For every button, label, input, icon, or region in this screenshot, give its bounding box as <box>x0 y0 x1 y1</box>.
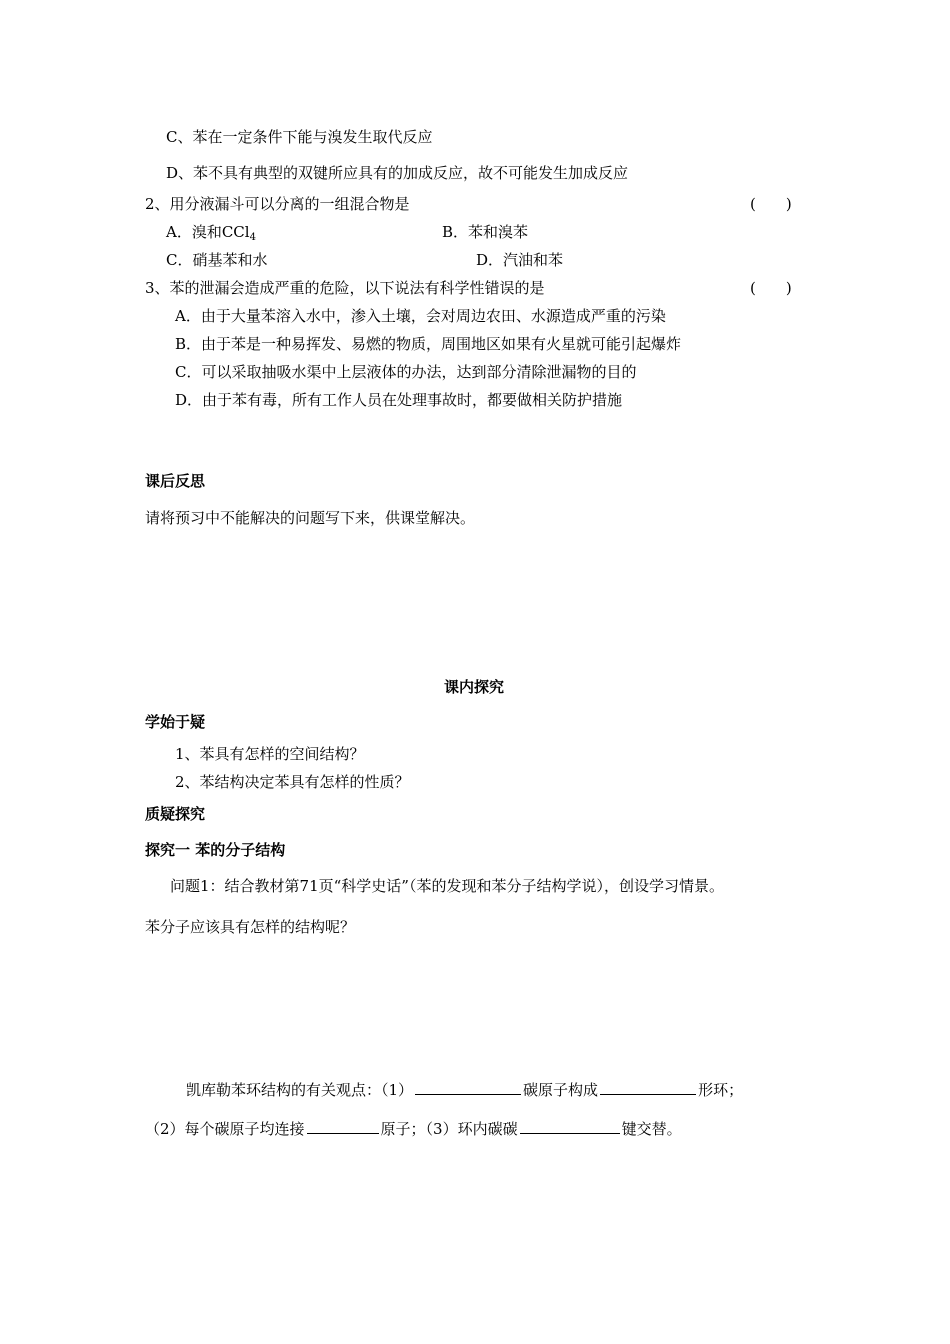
kekule-2-text-c: 键交替。 <box>621 1120 682 1138</box>
q3-stem: 3、苯的泄漏会造成严重的危险，以下说法有科学性错误的是 <box>145 279 545 297</box>
kekule-line-1 <box>186 1078 743 1100</box>
q1-option-c: C、苯在一定条件下能与溴发生取代反应 <box>166 128 433 146</box>
kekule-line-2 <box>145 1117 682 1139</box>
problem-1: 问题1：结合教材第71页“科学史话”（苯的发现和苯分子结构学说），创设学习情景。 <box>170 877 724 895</box>
kekule-1-text-a: 凯库勒苯环结构的有关观点：（1） <box>186 1081 414 1099</box>
kekule-2-text-a: （2）每个碳原子均连接 <box>145 1120 305 1138</box>
q3-answer-paren: ( ) <box>750 279 792 297</box>
explore-1-heading: 探究一 苯的分子结构 <box>145 841 286 859</box>
blank-bond-type[interactable] <box>520 1117 620 1134</box>
q2-option-c: C．硝基苯和水 <box>166 251 268 269</box>
q2-answer-paren: ( ) <box>750 195 792 213</box>
q2-option-b: B．苯和溴苯 <box>442 223 529 241</box>
blank-carbon-count[interactable] <box>415 1078 521 1095</box>
reflection-heading: 课后反思 <box>145 472 206 490</box>
explore-heading: 质疑探究 <box>145 805 206 823</box>
q3-option-a: A．由于大量苯溶入水中，渗入土壤，会对周边农田、水源造成严重的污染 <box>175 307 666 325</box>
doubt-question-2: 2、苯结构决定苯具有怎样的性质？ <box>175 773 410 791</box>
q2-option-a-subscript: 4 <box>249 232 256 243</box>
q3-option-d: D．由于苯有毒，所有工作人员在处理事故时，都要做相关防护措施 <box>175 391 623 409</box>
blank-connected-atom[interactable] <box>307 1117 379 1134</box>
q3-option-c: C．可以采取抽吸水渠中上层液体的办法，达到部分清除泄漏物的目的 <box>175 363 637 381</box>
doubt-heading: 学始于疑 <box>145 713 206 731</box>
q2-option-a <box>166 222 256 248</box>
q3-option-b: B．由于苯是一种易挥发、易燃的物质，周围地区如果有火星就可能引起爆炸 <box>175 335 682 353</box>
q2-stem: 2、用分液漏斗可以分离的一组混合物是 <box>145 195 410 213</box>
problem-1-continued: 苯分子应该具有怎样的结构呢？ <box>145 918 356 936</box>
kekule-2-text-b: 原子；（3）环内碳碳 <box>380 1120 518 1138</box>
section-title: 课内探究 <box>444 678 505 696</box>
doubt-question-1: 1、苯具有怎样的空间结构？ <box>175 745 365 763</box>
reflection-text: 请将预习中不能解决的问题写下来，供课堂解决。 <box>145 509 476 527</box>
q1-option-d: D、苯不具有典型的双键所应具有的加成反应，故不可能发生加成反应 <box>166 164 629 182</box>
kekule-1-text-c: 形环； <box>698 1081 744 1099</box>
kekule-1-text-b: 碳原子构成 <box>523 1081 599 1099</box>
q2-option-a-text: A．溴和CCl <box>166 223 250 241</box>
blank-ring-shape[interactable] <box>600 1078 696 1095</box>
q2-option-d: D．汽油和苯 <box>476 251 564 269</box>
